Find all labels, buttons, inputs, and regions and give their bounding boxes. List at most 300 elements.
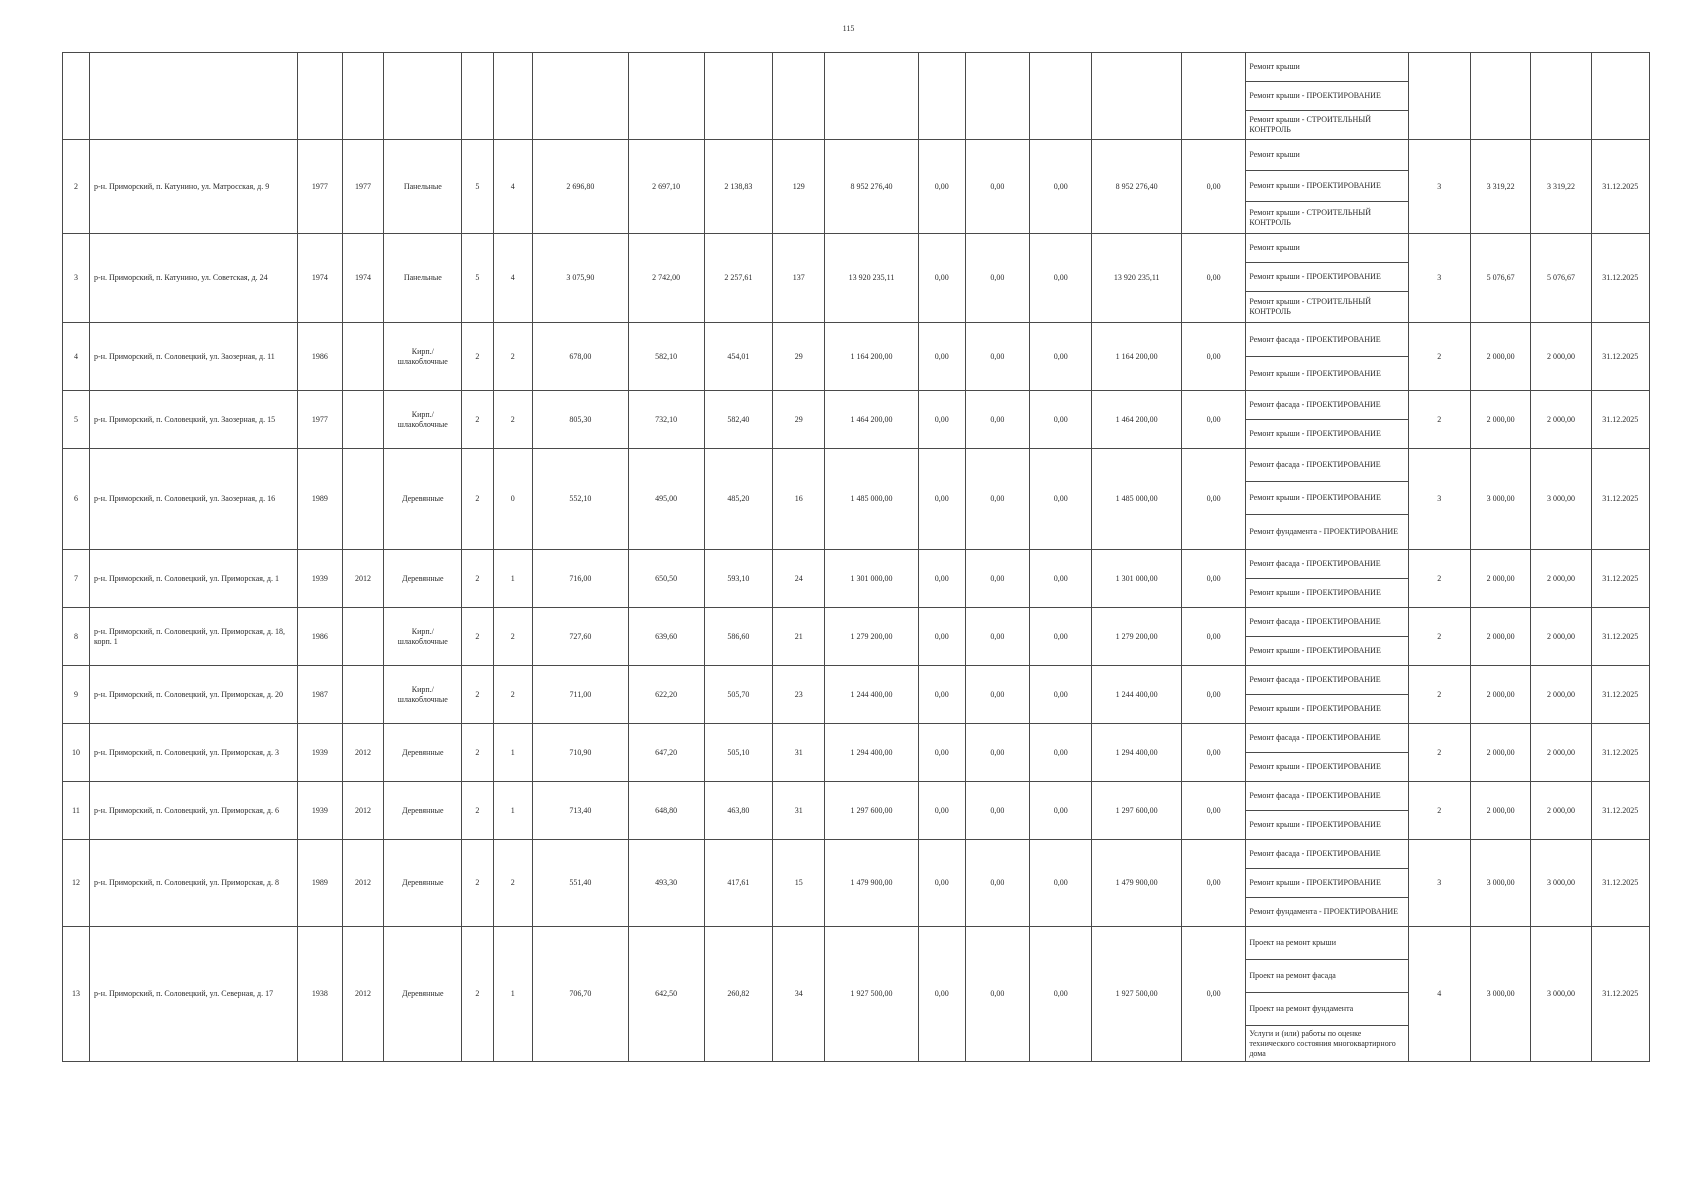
work-item: Ремонт фасада - ПРОЕКТИРОВАНИЕ: [1246, 323, 1408, 357]
cell-budget-region: 0,00: [965, 140, 1029, 234]
cell-floors: 2: [462, 840, 493, 927]
cell-address: р-н. Приморский, п. Соловецкий, ул. Приморская, д. 20: [90, 666, 298, 724]
work-item: Ремонт фасада - ПРОЕКТИРОВАНИЕ: [1246, 449, 1408, 482]
work-item: Ремонт фасада - ПРОЕКТИРОВАНИЕ: [1246, 391, 1408, 420]
cell-total-area: 716,00: [533, 550, 629, 608]
work-item: Ремонт крыши - СТРОИТЕЛЬНЫЙ КОНТРОЛЬ: [1246, 111, 1408, 140]
cell-wall-material: Панельные: [384, 234, 462, 323]
cell-other-funds: 0,00: [1181, 234, 1245, 323]
cell-budget-local: 0,00: [1030, 391, 1092, 449]
cell-address: р-н. Приморский, п. Соловецкий, ул. Северная, д. 17: [90, 927, 298, 1062]
work-item: Ремонт крыши - СТРОИТЕЛЬНЫЙ КОНТРОЛЬ: [1246, 202, 1408, 234]
cell-budget-region: 0,00: [965, 927, 1029, 1062]
cell-fund-support: 0,00: [918, 666, 965, 724]
cell-fund-support: 0,00: [918, 608, 965, 666]
cell-deadline: 31.12.2025: [1591, 550, 1649, 608]
cell-wall-material: Панельные: [384, 140, 462, 234]
cell-residents: 29: [773, 391, 825, 449]
cell-year-built: 1938: [298, 927, 343, 1062]
cell-works-count: 3: [1408, 449, 1470, 550]
cell-entrances: 4: [493, 234, 533, 323]
work-item: Ремонт крыши - ПРОЕКТИРОВАНИЕ: [1246, 637, 1408, 666]
work-item: Ремонт крыши - ПРОЕКТИРОВАНИЕ: [1246, 579, 1408, 608]
cell-floors: 2: [462, 782, 493, 840]
cell-fund-support: 0,00: [918, 234, 965, 323]
cell-living-area: 650,50: [628, 550, 704, 608]
cell-residents: 16: [773, 449, 825, 550]
table-row: [63, 449, 1650, 482]
cell-deadline: 31.12.2025: [1591, 666, 1649, 724]
capital-repair-table: [62, 52, 1650, 1062]
cell-living-area: 495,00: [628, 449, 704, 550]
cell-deadline: 31.12.2025: [1591, 140, 1649, 234]
cell-budget-region: 0,00: [965, 782, 1029, 840]
cell-cost-total: 1 301 000,00: [825, 550, 919, 608]
cell-other-funds: 0,00: [1181, 666, 1245, 724]
cell-wall-material: Кирп./ шлакоблочные: [384, 608, 462, 666]
cell-entrances: 1: [493, 782, 533, 840]
cell-wall-material: Кирп./ шлакоблочные: [384, 323, 462, 391]
cell-residential-area: 586,60: [704, 608, 773, 666]
cell-year-built: 1989: [298, 449, 343, 550]
cell-max-unit-cost: 2 000,00: [1531, 323, 1591, 391]
cell-cost-total: 8 952 276,40: [825, 140, 919, 234]
cell-address: р-н. Приморский, п. Соловецкий, ул. Приморская, д. 8: [90, 840, 298, 927]
cell-total-area: 713,40: [533, 782, 629, 840]
cell-unit-cost: 2 000,00: [1470, 666, 1530, 724]
cell-residential-area: 463,80: [704, 782, 773, 840]
cell-cost-total: 13 920 235,11: [825, 234, 919, 323]
cell-cost-total: 1 244 400,00: [825, 666, 919, 724]
cell-deadline: 31.12.2025: [1591, 840, 1649, 927]
cell-unit-cost: 3 000,00: [1470, 840, 1530, 927]
work-item: Ремонт фасада - ПРОЕКТИРОВАНИЕ: [1246, 608, 1408, 637]
cell-other-funds: 0,00: [1181, 724, 1245, 782]
table-row: [63, 666, 1650, 695]
cell-max-unit-cost: 3 000,00: [1531, 927, 1591, 1062]
cell-unit-cost: 2 000,00: [1470, 724, 1530, 782]
cell-fund-support: 0,00: [918, 840, 965, 927]
work-item: Ремонт крыши - ПРОЕКТИРОВАНИЕ: [1246, 695, 1408, 724]
cell-budget-local: 0,00: [1030, 782, 1092, 840]
cell-living-area: 622,20: [628, 666, 704, 724]
cell-residential-area: 2 138,83: [704, 140, 773, 234]
cell-residential-area: 2 257,61: [704, 234, 773, 323]
cell-residential-area: 454,01: [704, 323, 773, 391]
table-body: [63, 53, 1650, 1062]
cell-address: р-н. Приморский, п. Соловецкий, ул. Заозерная, д. 16: [90, 449, 298, 550]
cell-fund-support: 0,00: [918, 323, 965, 391]
cell-fund-support: 0,00: [918, 550, 965, 608]
table-row: [63, 234, 1650, 263]
work-item: Ремонт крыши - ПРОЕКТИРОВАНИЕ: [1246, 171, 1408, 202]
cell-budget-region: 0,00: [965, 550, 1029, 608]
cell-owners-funds: 1 927 500,00: [1092, 927, 1181, 1062]
cell-total-area: 3 075,90: [533, 234, 629, 323]
cell-works-count: 2: [1408, 782, 1470, 840]
work-item: Ремонт фасада - ПРОЕКТИРОВАНИЕ: [1246, 840, 1408, 869]
cell-max-unit-cost: 3 319,22: [1531, 140, 1591, 234]
cell-budget-local: 0,00: [1030, 550, 1092, 608]
cell-unit-cost: 2 000,00: [1470, 782, 1530, 840]
cell-deadline: 31.12.2025: [1591, 449, 1649, 550]
cell-cost-total: 1 485 000,00: [825, 449, 919, 550]
cell-budget-local: 0,00: [1030, 234, 1092, 323]
cell-residential-area: 485,20: [704, 449, 773, 550]
cell-cost-total: 1 294 400,00: [825, 724, 919, 782]
cell-cost-total: 1 297 600,00: [825, 782, 919, 840]
cell-works-count: 3: [1408, 840, 1470, 927]
table-row: [63, 840, 1650, 869]
cell-entrances: 1: [493, 927, 533, 1062]
cell-works-count: 2: [1408, 550, 1470, 608]
cell-owners-funds: 1 279 200,00: [1092, 608, 1181, 666]
cell-floors: 5: [462, 140, 493, 234]
work-item: Ремонт фундамента - ПРОЕКТИРОВАНИЕ: [1246, 515, 1408, 550]
cell-cost-total: 1 927 500,00: [825, 927, 919, 1062]
cell-year-reconstr: [342, 391, 384, 449]
cell-works-count: 3: [1408, 234, 1470, 323]
cell-floors: 5: [462, 234, 493, 323]
cell-fund-support: 0,00: [918, 449, 965, 550]
cell-other-funds: 0,00: [1181, 449, 1245, 550]
cell-address: р-н. Приморский, п. Соловецкий, ул. Приморская, д. 1: [90, 550, 298, 608]
cell-wall-material: Деревянные: [384, 840, 462, 927]
cell-deadline: 31.12.2025: [1591, 782, 1649, 840]
cell-living-area: 639,60: [628, 608, 704, 666]
cell-floors: 2: [462, 724, 493, 782]
cell-no: 6: [63, 449, 90, 550]
work-item: Ремонт крыши - ПРОЕКТИРОВАНИЕ: [1246, 263, 1408, 292]
cell-residents: 29: [773, 323, 825, 391]
cell-unit-cost: 3 000,00: [1470, 927, 1530, 1062]
cell-wall-material: Деревянные: [384, 927, 462, 1062]
cell-works-count: 2: [1408, 724, 1470, 782]
cell-residents: 129: [773, 140, 825, 234]
cell-budget-local: 0,00: [1030, 608, 1092, 666]
cell-floors: 2: [462, 550, 493, 608]
cell-no: 12: [63, 840, 90, 927]
work-item: Ремонт крыши: [1246, 53, 1408, 82]
work-item: Ремонт крыши - ПРОЕКТИРОВАНИЕ: [1246, 869, 1408, 898]
cell-year-reconstr: 2012: [342, 550, 384, 608]
cell-residents: 24: [773, 550, 825, 608]
cell-unit-cost: 3 319,22: [1470, 140, 1530, 234]
cell-unit-cost: 2 000,00: [1470, 391, 1530, 449]
cell-year-built: 1939: [298, 782, 343, 840]
cell-address: р-н. Приморский, п. Соловецкий, ул. Заозерная, д. 15: [90, 391, 298, 449]
cell-cost-total: 1 164 200,00: [825, 323, 919, 391]
cell-address: р-н. Приморский, п. Соловецкий, ул. Приморская, д. 3: [90, 724, 298, 782]
cell-cost-total: 1 464 200,00: [825, 391, 919, 449]
cell-max-unit-cost: 5 076,67: [1531, 234, 1591, 323]
cell-address: р-н. Приморский, п. Соловецкий, ул. Заозерная, д. 11: [90, 323, 298, 391]
cell-living-area: 2 742,00: [628, 234, 704, 323]
cell-floors: 2: [462, 391, 493, 449]
cell-year-reconstr: 2012: [342, 782, 384, 840]
table-row: [63, 140, 1650, 171]
work-item: Ремонт крыши - ПРОЕКТИРОВАНИЕ: [1246, 482, 1408, 515]
cell-other-funds: 0,00: [1181, 323, 1245, 391]
cell-living-area: 582,10: [628, 323, 704, 391]
cell-deadline: 31.12.2025: [1591, 927, 1649, 1062]
cell-total-area: 710,90: [533, 724, 629, 782]
cell-residents: 21: [773, 608, 825, 666]
cell-budget-local: 0,00: [1030, 840, 1092, 927]
cell-owners-funds: 1 244 400,00: [1092, 666, 1181, 724]
cell-address: р-н. Приморский, п. Соловецкий, ул. Приморская, д. 18, корп. 1: [90, 608, 298, 666]
cell-no: 5: [63, 391, 90, 449]
cell-residential-area: 505,70: [704, 666, 773, 724]
table-row: [63, 323, 1650, 357]
cell-year-reconstr: 1977: [342, 140, 384, 234]
table-row: [63, 724, 1650, 753]
cell-residential-area: 593,10: [704, 550, 773, 608]
cell-no: 7: [63, 550, 90, 608]
cell-owners-funds: 1 479 900,00: [1092, 840, 1181, 927]
cell-budget-region: 0,00: [965, 666, 1029, 724]
cell-year-reconstr: 2012: [342, 927, 384, 1062]
cell-other-funds: 0,00: [1181, 550, 1245, 608]
cell-residents: 137: [773, 234, 825, 323]
cell-works-count: 4: [1408, 927, 1470, 1062]
page-number: 115: [842, 24, 855, 33]
cell-year-reconstr: [342, 449, 384, 550]
cell-unit-cost: 3 000,00: [1470, 449, 1530, 550]
work-item: Ремонт крыши - ПРОЕКТИРОВАНИЕ: [1246, 420, 1408, 449]
cell-works-count: 2: [1408, 391, 1470, 449]
cell-year-built: 1989: [298, 840, 343, 927]
cell-other-funds: 0,00: [1181, 391, 1245, 449]
cell-floors: 2: [462, 927, 493, 1062]
cell-floors: 2: [462, 666, 493, 724]
cell-year-reconstr: 2012: [342, 840, 384, 927]
cell-unit-cost: 2 000,00: [1470, 608, 1530, 666]
work-item: Проект на ремонт фасада: [1246, 960, 1408, 993]
cell-fund-support: 0,00: [918, 927, 965, 1062]
cell-residential-area: 582,40: [704, 391, 773, 449]
cell-other-funds: 0,00: [1181, 782, 1245, 840]
cell-address: р-н. Приморский, п. Катунино, ул. Советская, д. 24: [90, 234, 298, 323]
cell-year-reconstr: [342, 666, 384, 724]
cell-budget-region: 0,00: [965, 449, 1029, 550]
cell-cost-total: 1 479 900,00: [825, 840, 919, 927]
cell-owners-funds: 1 301 000,00: [1092, 550, 1181, 608]
cell-unit-cost: 2 000,00: [1470, 323, 1530, 391]
cell-residential-area: 417,61: [704, 840, 773, 927]
cell-max-unit-cost: 2 000,00: [1531, 724, 1591, 782]
cell-works-count: 2: [1408, 666, 1470, 724]
cell-residents: 23: [773, 666, 825, 724]
cell-fund-support: 0,00: [918, 391, 965, 449]
cell-year-built: 1986: [298, 608, 343, 666]
cell-other-funds: 0,00: [1181, 840, 1245, 927]
cell-total-area: 727,60: [533, 608, 629, 666]
cell-deadline: 31.12.2025: [1591, 234, 1649, 323]
cell-floors: 2: [462, 608, 493, 666]
cell-address: р-н. Приморский, п. Катунино, ул. Матросская, д. 9: [90, 140, 298, 234]
cell-budget-region: 0,00: [965, 323, 1029, 391]
cell-deadline: 31.12.2025: [1591, 323, 1649, 391]
table-row: [63, 550, 1650, 579]
cell-no: 3: [63, 234, 90, 323]
cell-living-area: 493,30: [628, 840, 704, 927]
cell-no: 8: [63, 608, 90, 666]
cell-wall-material: Кирп./ шлакоблочные: [384, 391, 462, 449]
cell-residents: 31: [773, 724, 825, 782]
cell-budget-local: 0,00: [1030, 140, 1092, 234]
cell-living-area: 648,80: [628, 782, 704, 840]
cell-year-built: 1939: [298, 550, 343, 608]
cell-deadline: 31.12.2025: [1591, 391, 1649, 449]
cell-fund-support: 0,00: [918, 782, 965, 840]
cell-budget-local: 0,00: [1030, 323, 1092, 391]
cell-year-reconstr: 1974: [342, 234, 384, 323]
cell-deadline: 31.12.2025: [1591, 724, 1649, 782]
cell-owners-funds: 1 294 400,00: [1092, 724, 1181, 782]
cell-entrances: 1: [493, 550, 533, 608]
cell-year-reconstr: [342, 323, 384, 391]
work-item: Ремонт фундамента - ПРОЕКТИРОВАНИЕ: [1246, 898, 1408, 927]
cell-residential-area: 505,10: [704, 724, 773, 782]
work-item: Ремонт крыши - ПРОЕКТИРОВАНИЕ: [1246, 82, 1408, 111]
cell-deadline: 31.12.2025: [1591, 608, 1649, 666]
cell-wall-material: Кирп./ шлакоблочные: [384, 666, 462, 724]
table-row: [63, 782, 1650, 811]
cell-budget-region: 0,00: [965, 724, 1029, 782]
cell-wall-material: Деревянные: [384, 782, 462, 840]
cell-entrances: 2: [493, 666, 533, 724]
cell-year-built: 1977: [298, 391, 343, 449]
cell-max-unit-cost: 2 000,00: [1531, 391, 1591, 449]
work-item: Ремонт крыши - СТРОИТЕЛЬНЫЙ КОНТРОЛЬ: [1246, 292, 1408, 323]
work-item: Ремонт фасада - ПРОЕКТИРОВАНИЕ: [1246, 782, 1408, 811]
cell-year-built: 1987: [298, 666, 343, 724]
cell-works-count: 2: [1408, 608, 1470, 666]
cell-owners-funds: 1 464 200,00: [1092, 391, 1181, 449]
work-item: Услуги и (или) работы по оценке технического состояния многоквартирного дома: [1246, 1026, 1408, 1062]
cell-max-unit-cost: 2 000,00: [1531, 782, 1591, 840]
cell-unit-cost: 2 000,00: [1470, 550, 1530, 608]
cell-works-count: 2: [1408, 323, 1470, 391]
cell-living-area: 2 697,10: [628, 140, 704, 234]
cell-other-funds: 0,00: [1181, 608, 1245, 666]
cell-max-unit-cost: 2 000,00: [1531, 666, 1591, 724]
cell-no: 10: [63, 724, 90, 782]
cell-total-area: 551,40: [533, 840, 629, 927]
cell-floors: 2: [462, 323, 493, 391]
cell-total-area: 706,70: [533, 927, 629, 1062]
work-item: Ремонт крыши - ПРОЕКТИРОВАНИЕ: [1246, 357, 1408, 391]
cell-total-area: 552,10: [533, 449, 629, 550]
cell-budget-local: 0,00: [1030, 666, 1092, 724]
cell-entrances: 0: [493, 449, 533, 550]
cell-no: 11: [63, 782, 90, 840]
cell-year-built: 1939: [298, 724, 343, 782]
cell-max-unit-cost: 2 000,00: [1531, 608, 1591, 666]
cell-entrances: 2: [493, 840, 533, 927]
table-row: [63, 391, 1650, 420]
cell-wall-material: Деревянные: [384, 550, 462, 608]
cell-other-funds: 0,00: [1181, 927, 1245, 1062]
cell-no: 2: [63, 140, 90, 234]
cell-address: р-н. Приморский, п. Соловецкий, ул. Приморская, д. 6: [90, 782, 298, 840]
cell-budget-region: 0,00: [965, 234, 1029, 323]
cell-year-built: 1977: [298, 140, 343, 234]
cell-budget-region: 0,00: [965, 391, 1029, 449]
work-item: Ремонт фасада - ПРОЕКТИРОВАНИЕ: [1246, 666, 1408, 695]
cell-total-area: 805,30: [533, 391, 629, 449]
work-item: Ремонт крыши - ПРОЕКТИРОВАНИЕ: [1246, 811, 1408, 840]
cell-entrances: 2: [493, 608, 533, 666]
cell-wall-material: Деревянные: [384, 449, 462, 550]
cell-budget-region: 0,00: [965, 840, 1029, 927]
cell-fund-support: 0,00: [918, 724, 965, 782]
cell-year-reconstr: 2012: [342, 724, 384, 782]
cell-owners-funds: 1 297 600,00: [1092, 782, 1181, 840]
cell-owners-funds: 13 920 235,11: [1092, 234, 1181, 323]
cell-total-area: 2 696,80: [533, 140, 629, 234]
cell-other-funds: 0,00: [1181, 140, 1245, 234]
continuation-row: [63, 53, 1650, 82]
cell-living-area: 732,10: [628, 391, 704, 449]
cell-year-built: 1986: [298, 323, 343, 391]
cell-residential-area: 260,82: [704, 927, 773, 1062]
work-item: Ремонт фасада - ПРОЕКТИРОВАНИЕ: [1246, 550, 1408, 579]
work-item: Ремонт крыши - ПРОЕКТИРОВАНИЕ: [1246, 753, 1408, 782]
cell-living-area: 647,20: [628, 724, 704, 782]
cell-no: 13: [63, 927, 90, 1062]
cell-entrances: 1: [493, 724, 533, 782]
cell-max-unit-cost: 2 000,00: [1531, 550, 1591, 608]
cell-cost-total: 1 279 200,00: [825, 608, 919, 666]
cell-budget-local: 0,00: [1030, 449, 1092, 550]
cell-budget-local: 0,00: [1030, 927, 1092, 1062]
cell-owners-funds: 1 485 000,00: [1092, 449, 1181, 550]
cell-no: 9: [63, 666, 90, 724]
work-item: Ремонт крыши: [1246, 140, 1408, 171]
cell-no: 4: [63, 323, 90, 391]
cell-budget-region: 0,00: [965, 608, 1029, 666]
cell-living-area: 642,50: [628, 927, 704, 1062]
table-row: [63, 927, 1650, 960]
cell-owners-funds: 1 164 200,00: [1092, 323, 1181, 391]
cell-owners-funds: 8 952 276,40: [1092, 140, 1181, 234]
work-item: Ремонт крыши: [1246, 234, 1408, 263]
cell-max-unit-cost: 3 000,00: [1531, 449, 1591, 550]
cell-budget-local: 0,00: [1030, 724, 1092, 782]
cell-wall-material: Деревянные: [384, 724, 462, 782]
cell-residents: 34: [773, 927, 825, 1062]
cell-total-area: 711,00: [533, 666, 629, 724]
cell-entrances: 2: [493, 391, 533, 449]
cell-max-unit-cost: 3 000,00: [1531, 840, 1591, 927]
work-item: Проект на ремонт крыши: [1246, 927, 1408, 960]
cell-entrances: 4: [493, 140, 533, 234]
cell-total-area: 678,00: [533, 323, 629, 391]
cell-year-reconstr: [342, 608, 384, 666]
cell-year-built: 1974: [298, 234, 343, 323]
work-item: Ремонт фасада - ПРОЕКТИРОВАНИЕ: [1246, 724, 1408, 753]
cell-floors: 2: [462, 449, 493, 550]
cell-entrances: 2: [493, 323, 533, 391]
cell-works-count: 3: [1408, 140, 1470, 234]
cell-fund-support: 0,00: [918, 140, 965, 234]
work-item: Проект на ремонт фундамента: [1246, 993, 1408, 1026]
cell-residents: 15: [773, 840, 825, 927]
cell-unit-cost: 5 076,67: [1470, 234, 1530, 323]
table-row: [63, 608, 1650, 637]
